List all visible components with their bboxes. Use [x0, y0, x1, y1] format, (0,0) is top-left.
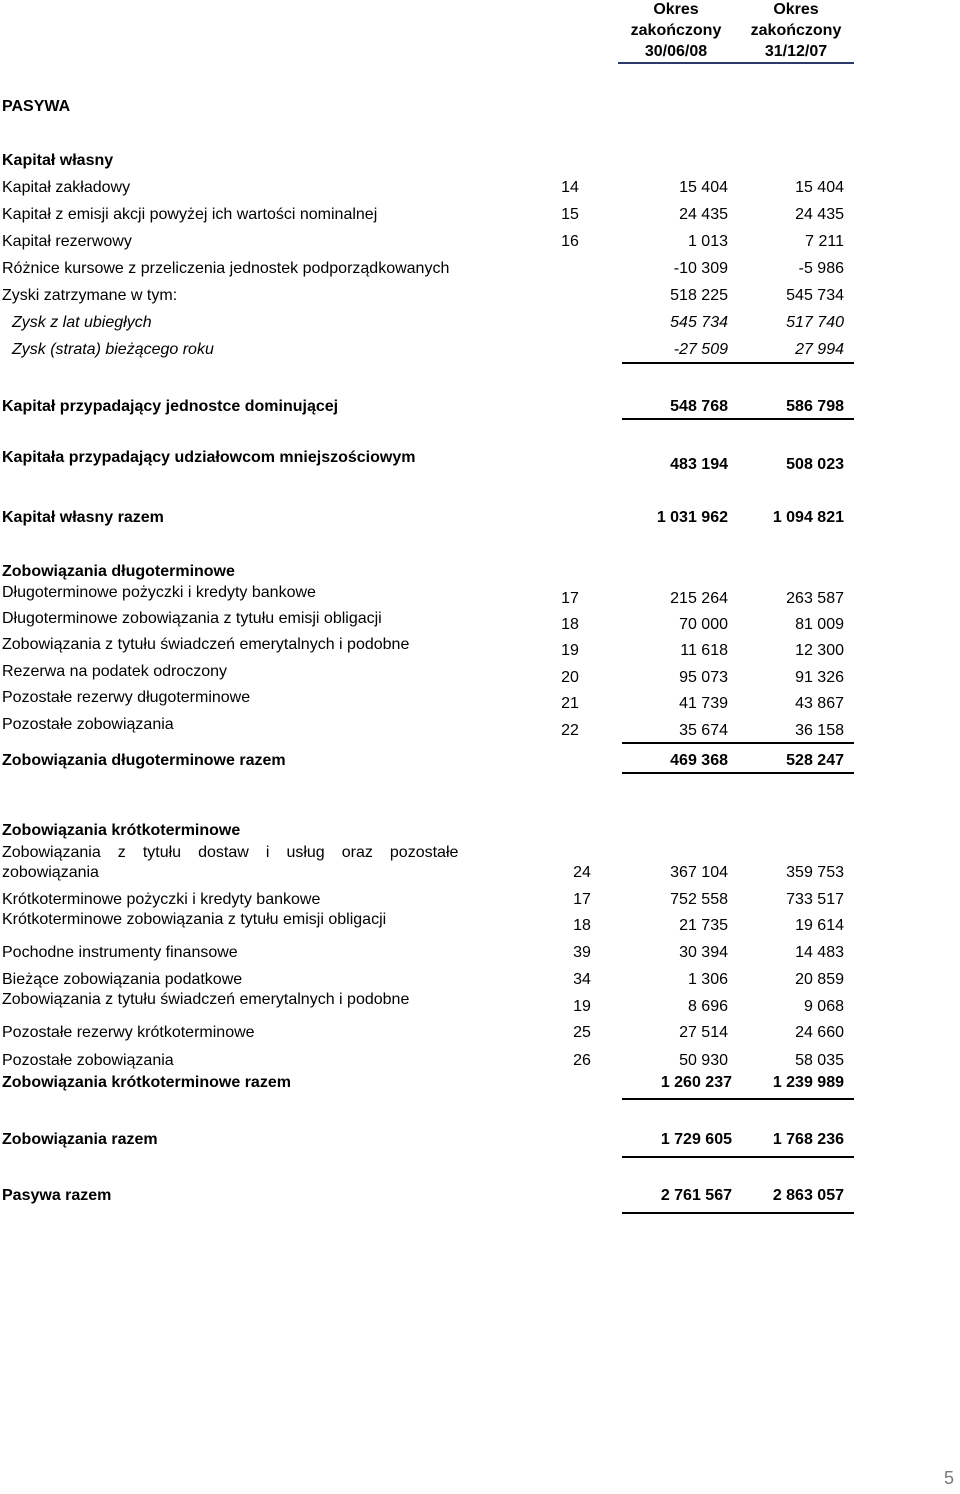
- row-note: 18: [573, 917, 591, 934]
- row-note: 15: [561, 206, 579, 223]
- row-value-2008: 518 225: [670, 287, 728, 304]
- total-rule: [622, 1212, 854, 1214]
- row-label: Kapitał z emisji akcji powyżej ich wartości nominalnej: [2, 206, 378, 223]
- row-value-2008: 1 013: [687, 233, 728, 250]
- row-value-2008: 24 435: [679, 206, 728, 223]
- row-label: Rezerwa na podatek odroczony: [2, 663, 228, 680]
- row-value-2008: 35 674: [679, 722, 728, 739]
- long-term-total-value-2008: 469 368: [670, 752, 728, 769]
- equity-heading: Kapitał własny: [2, 152, 114, 169]
- minority-value-2008: 483 194: [670, 456, 728, 473]
- total-rule: [622, 772, 854, 774]
- row-value-2007: 263 587: [786, 590, 844, 607]
- row-value-2007: 24 435: [795, 206, 844, 223]
- grand-total-value-2007: 2 863 057: [772, 1187, 844, 1204]
- col2-header-line3: 31/12/07: [764, 43, 828, 60]
- row-value-2007: -5 986: [798, 260, 844, 277]
- header-rule: [618, 62, 854, 64]
- subtotal-rule: [622, 362, 854, 364]
- row-value-2007: 36 158: [795, 722, 844, 739]
- page-number: 5: [944, 1468, 955, 1488]
- row-value-2007: 545 734: [786, 287, 844, 304]
- col2-header-line2: zakończony: [750, 22, 842, 39]
- row-value-2008: 1 306: [687, 971, 728, 988]
- parent-equity-label: Kapitał przypadający jednostce dominującej: [2, 398, 339, 415]
- row-label: Pozostałe zobowiązania: [2, 1052, 174, 1069]
- row-value-2008: 752 558: [670, 891, 728, 908]
- row-label: Zyski zatrzymane w tym:: [2, 287, 178, 304]
- row-label: Zysk z lat ubiegłych: [12, 314, 152, 331]
- subtotal-rule: [622, 418, 854, 420]
- row-value-2008: 41 739: [679, 695, 728, 712]
- row-label: Pozostałe rezerwy krótkoterminowe: [2, 1024, 255, 1041]
- col1-header-line1: Okres: [653, 1, 699, 18]
- row-value-2007: 27 994: [795, 341, 844, 358]
- liabilities-total-label: Zobowiązania razem: [2, 1131, 158, 1148]
- total-rule: [622, 1098, 854, 1100]
- row-label: Długoterminowe pożyczki i kredyty bankowe: [2, 584, 316, 601]
- row-note: 18: [561, 616, 579, 633]
- row-value-2008: 27 514: [679, 1024, 728, 1041]
- row-value-2007: 733 517: [786, 891, 844, 908]
- row-note: 24: [573, 864, 591, 881]
- col2-header-line1: Okres: [773, 1, 819, 18]
- row-value-2008: -27 509: [673, 341, 728, 358]
- row-value-2007: 24 660: [795, 1024, 844, 1041]
- row-note: 25: [573, 1024, 591, 1041]
- col1-header-line2: zakończony: [630, 22, 722, 39]
- row-label: Pozostałe rezerwy długoterminowe: [2, 689, 251, 706]
- row-value-2008: 11 618: [680, 642, 728, 659]
- row-label: Długoterminowe zobowiązania z tytułu emisji obligacji: [2, 610, 382, 627]
- row-note: 19: [561, 642, 579, 659]
- row-value-2007: 58 035: [795, 1052, 844, 1069]
- row-value-2007: 7 211: [805, 233, 844, 250]
- row-value-2008: 8 696: [687, 998, 728, 1015]
- short-term-total-value-2008: 1 260 237: [660, 1074, 732, 1091]
- row-note: 16: [561, 233, 579, 250]
- equity-total-value-2007: 1 094 821: [772, 509, 844, 526]
- row-label: Kapitał zakładowy: [2, 179, 131, 196]
- row-value-2008: 545 734: [670, 314, 728, 331]
- row-label: Zysk (strata) bieżącego roku: [12, 341, 214, 358]
- short-term-total-value-2007: 1 239 989: [772, 1074, 844, 1091]
- row-note: 22: [561, 722, 579, 739]
- row-value-2008: 21 735: [679, 917, 728, 934]
- row-value-2007: 15 404: [795, 179, 844, 196]
- parent-equity-value-2008: 548 768: [670, 398, 728, 415]
- short-term-heading: Zobowiązania krótkoterminowe: [2, 822, 241, 839]
- row-value-2007: 517 740: [786, 314, 844, 331]
- liabilities-total-value-2007: 1 768 236: [772, 1131, 844, 1148]
- row-label: Zobowiązania z tytułu świadczeń emerytalnych i podobne: [2, 636, 410, 653]
- row-label: Pozostałe zobowiązania: [2, 716, 174, 733]
- row-note: 21: [561, 695, 579, 712]
- equity-total-value-2008: 1 031 962: [656, 509, 728, 526]
- row-label: Krótkoterminowe pożyczki i kredyty bankowe: [2, 891, 321, 908]
- total-rule: [622, 1156, 854, 1158]
- row-value-2007: 359 753: [786, 864, 844, 881]
- row-value-2008: 50 930: [679, 1052, 728, 1069]
- short-term-total-label: Zobowiązania krótkoterminowe razem: [2, 1074, 291, 1091]
- row-value-2007: 43 867: [795, 695, 844, 712]
- row-label: Pochodne instrumenty finansowe: [2, 944, 238, 961]
- row-value-2007: 20 859: [795, 971, 844, 988]
- row-label: Krótkoterminowe zobowiązania z tytułu emisji obligacji: [2, 911, 387, 928]
- row-value-2008: 70 000: [679, 616, 728, 633]
- liabilities-total-value-2008: 1 729 605: [660, 1131, 732, 1148]
- row-value-2007: 81 009: [795, 616, 844, 633]
- row-label-line1: Zobowiązania z tytułu dostaw i usług oraz pozostałe: [2, 844, 459, 861]
- grand-total-label: Pasywa razem: [2, 1187, 112, 1204]
- row-value-2008: 215 264: [670, 590, 728, 607]
- minority-value-2007: 508 023: [786, 456, 844, 473]
- row-note: 14: [561, 179, 579, 196]
- row-label-line2: zobowiązania: [2, 864, 99, 881]
- row-value-2008: 367 104: [670, 864, 728, 881]
- row-value-2007: 91 326: [795, 669, 844, 686]
- row-note: 17: [561, 590, 579, 607]
- grand-total-value-2008: 2 761 567: [660, 1187, 732, 1204]
- long-term-total-label: Zobowiązania długoterminowe razem: [2, 752, 286, 769]
- row-value-2007: 12 300: [795, 642, 844, 659]
- subtotal-rule: [622, 742, 854, 744]
- row-label: Zobowiązania z tytułu świadczeń emerytalnych i podobne: [2, 991, 410, 1008]
- row-label: Kapitał rezerwowy: [2, 233, 132, 250]
- long-term-total-value-2007: 528 247: [786, 752, 844, 769]
- equity-total-label: Kapitał własny razem: [2, 509, 164, 526]
- row-label: Różnice kursowe z przeliczenia jednostek podporządkowanych: [2, 260, 450, 277]
- col1-header-line3: 30/06/08: [644, 43, 708, 60]
- minority-label: Kapitała przypadający udziałowcom mniejszościowym: [2, 449, 416, 466]
- row-value-2008: 15 404: [679, 179, 728, 196]
- row-note: 20: [561, 669, 579, 686]
- row-label: Bieżące zobowiązania podatkowe: [2, 971, 243, 988]
- row-value-2008: 30 394: [679, 944, 728, 961]
- row-note: 26: [573, 1052, 591, 1069]
- row-note: 17: [573, 891, 591, 908]
- long-term-heading: Zobowiązania długoterminowe: [2, 563, 235, 580]
- row-value-2007: 9 068: [803, 998, 844, 1015]
- row-note: 39: [573, 944, 591, 961]
- row-note: 19: [573, 998, 591, 1015]
- parent-equity-value-2007: 586 798: [786, 398, 844, 415]
- row-value-2007: 19 614: [795, 917, 844, 934]
- section-title: PASYWA: [2, 98, 71, 115]
- row-note: 34: [573, 971, 591, 988]
- row-value-2008: -10 309: [673, 260, 728, 277]
- row-value-2007: 14 483: [795, 944, 844, 961]
- row-value-2008: 95 073: [679, 669, 728, 686]
